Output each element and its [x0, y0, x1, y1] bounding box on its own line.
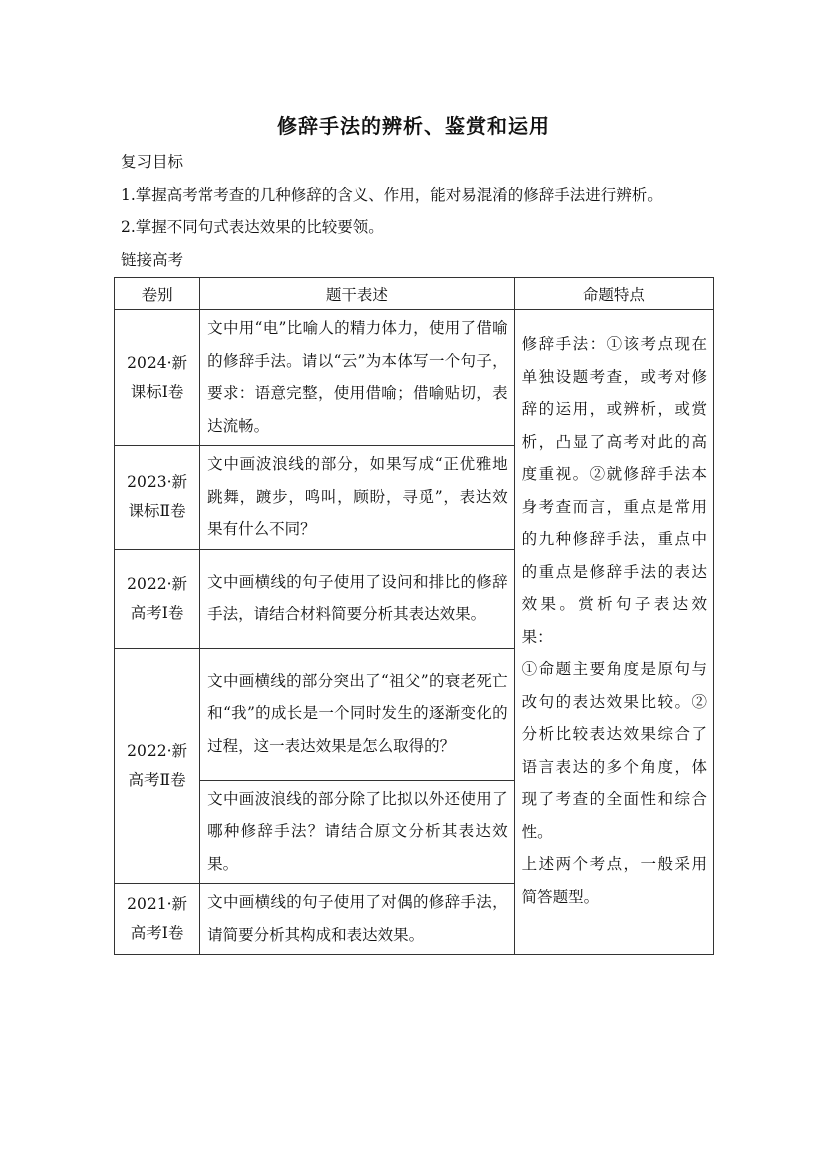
question-cell: 文中画横线的句子使用了对偶的修辞手法，请简要分析其构成和表达效果。 — [200, 884, 515, 955]
exam-table — [114, 277, 714, 955]
goal-item-2: 2.掌握不同句式表达效果的比较要领。 — [121, 218, 384, 236]
section-heading-goals: 复习目标 — [121, 153, 184, 171]
header-paper: 卷别 — [115, 278, 200, 310]
feature-paragraph: ①命题主要角度是原句与改句的表达效果比较。②分析比较表达效果综合了语言表达的多个角度，体现了考查的全面性和综合性。 — [521, 660, 707, 841]
question-cell: 文中画横线的部分突出了“祖父”的衰老死亡和“我”的成长是一个同时发生的逐渐变化的过程，这一表达效果是怎么取得的？ — [200, 648, 515, 780]
paper-cell: 2024·新 课标Ⅰ卷 — [115, 310, 200, 446]
question-cell: 文中画横线的句子使用了设问和排比的修辞手法，请结合材料简要分析其表达效果。 — [200, 549, 515, 648]
question-cell: 文中画波浪线的部分，如果写成“正优雅地跳舞，踱步，鸣叫，顾盼，寻觅”，表达效果有什么不同？ — [200, 446, 515, 550]
section-heading-link: 链接高考 — [121, 251, 184, 269]
table-row — [115, 310, 714, 446]
question-cell: 文中画波浪线的部分除了比拟以外还使用了哪种修辞手法？请结合原文分析其表达效果。 — [200, 780, 515, 884]
feature-paragraph: 修辞手法：①该考点现在单独设题考查，或考对修辞的运用，或辨析，或赏析，凸显了高考对此的高度重视。②就修辞手法本身考查而言，重点是常用的九种修辞手法，重点中的重点是修辞手法的表达效果。赏析句子表达效果： — [521, 335, 707, 646]
goal-item-1: 1.掌握高考常考查的几种修辞的含义、作用，能对易混淆的修辞手法进行辨析。 — [121, 186, 663, 204]
header-question: 题干表述 — [200, 278, 515, 310]
question-cell: 文中用“电”比喻人的精力体力，使用了借喻的修辞手法。请以“云”为本体写一个句子，要求：语意完整，使用借喻；借喻贴切，表达流畅。 — [200, 310, 515, 446]
paper-cell: 2022·新 高考Ⅱ卷 — [115, 648, 200, 884]
feature-cell — [514, 310, 713, 955]
paper-cell: 2022·新 高考Ⅰ卷 — [115, 549, 200, 648]
feature-paragraph: 上述两个考点，一般采用简答题型。 — [521, 855, 707, 906]
paper-cell: 2021·新 高考Ⅰ卷 — [115, 884, 200, 955]
paper-cell: 2023·新 课标Ⅱ卷 — [115, 446, 200, 550]
document-title: 修辞手法的辨析、鉴赏和运用 — [277, 114, 550, 138]
header-feature: 命题特点 — [514, 278, 713, 310]
